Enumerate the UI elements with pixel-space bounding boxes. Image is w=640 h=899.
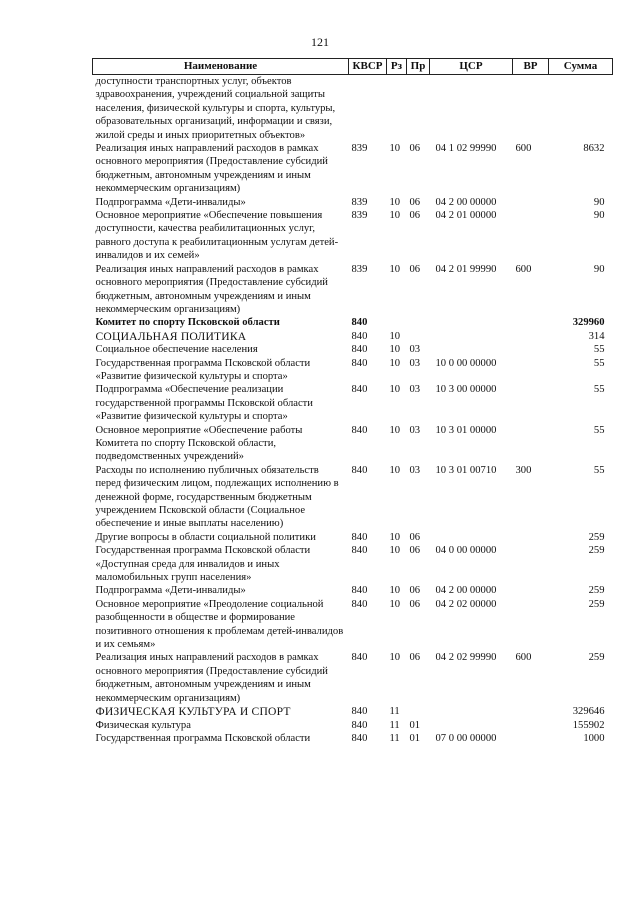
table-row (93, 424, 613, 464)
cell-kvsr (349, 75, 387, 143)
cell-name: СОЦИАЛЬНАЯ ПОЛИТИКА (95, 329, 247, 343)
cell-csr (430, 531, 513, 544)
cell-kvsr: 840 (351, 598, 368, 610)
cell-name: Социальное обеспечение населения (95, 344, 258, 356)
table-row (93, 316, 613, 329)
cell-csr: 10 3 00 00000 (435, 384, 497, 396)
table-row (93, 357, 613, 384)
cell-name: Физическая культура (95, 719, 191, 731)
cell-kvsr: 839 (351, 210, 368, 222)
cell-name: Основное мероприятие «Обеспечение работы Комитета по спорту Псковской области, подведомственных учреждений» (95, 424, 303, 463)
cell-pr: 01 (409, 719, 421, 731)
cell-pr (407, 316, 430, 329)
cell-vr (513, 343, 549, 356)
cell-name: Подпрограмма «Дети-инвалиды» (95, 196, 246, 208)
cell-pr: 03 (409, 357, 421, 369)
table-row (93, 732, 613, 745)
cell-csr (430, 705, 513, 718)
cell-vr (513, 719, 549, 732)
cell-sum: 259 (588, 545, 605, 557)
cell-sum: 90 (593, 263, 605, 275)
cell-vr (513, 531, 549, 544)
table-row (93, 196, 613, 209)
cell-kvsr: 839 (351, 196, 368, 208)
cell-csr: 10 3 01 00710 (435, 464, 497, 476)
cell-name: Комитет по спорту Псковской области (95, 317, 280, 329)
cell-csr: 04 1 02 99990 (435, 143, 497, 155)
cell-sum: 259 (588, 531, 605, 543)
cell-csr: 04 2 02 00000 (435, 598, 497, 610)
table-row (93, 330, 613, 343)
cell-rz: 10 (389, 344, 401, 356)
cell-kvsr: 840 (351, 344, 368, 356)
cell-sum: 55 (593, 424, 605, 436)
cell-rz: 10 (389, 652, 401, 664)
cell-csr: 04 2 01 99990 (435, 263, 497, 275)
cell-sum: 90 (593, 210, 605, 222)
cell-name: Подпрограмма «Обеспечение реализации государственной программы Псковской области «Развитие физической культуры и спорта» (95, 384, 313, 423)
cell-pr: 06 (409, 598, 421, 610)
cell-sum: 55 (593, 357, 605, 369)
table-row (93, 598, 613, 652)
cell-csr: 10 0 00 00000 (435, 357, 497, 369)
cell-pr: 06 (409, 263, 421, 275)
cell-name: Реализация иных направлений расходов в рамках основного мероприятия (Предоставление субсидий бюджетным, автономным учреждениям и иным некоммерческим организациям) (95, 263, 328, 315)
header-sum: Сумма (549, 59, 613, 75)
cell-kvsr: 840 (351, 330, 368, 342)
cell-sum: 55 (593, 464, 605, 476)
cell-sum: 55 (593, 344, 605, 356)
cell-name: Расходы по исполнению публичных обязательств перед физическим лицом, подлежащих исполнению в денежной форме, государственным бюджетным учреждением Псковской области (Социальное обеспечение и иные выплаты населению) (95, 464, 339, 530)
table-row (93, 544, 613, 584)
cell-kvsr: 840 (351, 585, 368, 597)
cell-rz: 11 (389, 719, 400, 731)
cell-sum: 329960 (572, 317, 605, 329)
cell-vr (513, 330, 549, 343)
cell-kvsr: 839 (351, 263, 368, 275)
table-row (93, 209, 613, 263)
cell-rz: 10 (389, 263, 401, 275)
cell-pr (407, 75, 430, 143)
cell-csr (430, 316, 513, 329)
header-vr: ВР (513, 59, 549, 75)
cell-sum: 259 (588, 585, 605, 597)
table-row (93, 651, 613, 705)
table-row (93, 142, 613, 196)
cell-rz: 10 (389, 531, 401, 543)
cell-name: доступности транспортных услуг, объектов здравоохранения, учреждений социальной защиты населения, физической культуры и спорта, культуры, образовательных организаций, информации и связи, жилой среды и иных приоритетных объектов» (95, 76, 336, 141)
table-row (93, 75, 613, 143)
header-name: Наименование (93, 59, 349, 75)
cell-rz (387, 75, 407, 143)
cell-vr (513, 732, 549, 745)
cell-vr (513, 209, 549, 263)
cell-pr: 06 (409, 210, 421, 222)
cell-rz: 10 (389, 196, 401, 208)
cell-name: Основное мероприятие «Обеспечение повышения доступности, качества реабилитационных услуг, равного доступа к реабилитационным услугам детей-инвалидов и их семей» (95, 210, 339, 262)
cell-csr: 04 2 00 00000 (435, 585, 497, 597)
cell-name: Государственная программа Псковской области (95, 732, 311, 744)
cell-csr: 10 3 01 00000 (435, 424, 497, 436)
cell-pr (407, 705, 430, 718)
cell-rz: 11 (389, 706, 400, 718)
cell-csr: 07 0 00 00000 (435, 732, 497, 744)
cell-vr (513, 383, 549, 423)
cell-sum: 1000 (583, 732, 605, 744)
cell-kvsr: 840 (351, 545, 368, 557)
cell-csr (430, 330, 513, 343)
cell-sum: 329646 (572, 706, 605, 718)
cell-vr (513, 75, 549, 143)
table-body (93, 75, 613, 746)
cell-kvsr: 840 (351, 424, 368, 436)
cell-vr (513, 584, 549, 597)
header-rz: Рз (387, 59, 407, 75)
cell-csr: 04 0 00 00000 (435, 545, 497, 557)
cell-rz: 10 (389, 357, 401, 369)
cell-rz: 10 (389, 598, 401, 610)
cell-sum (549, 75, 613, 143)
table-row (93, 263, 613, 317)
table-row (93, 343, 613, 356)
cell-kvsr: 840 (351, 464, 368, 476)
cell-csr: 04 2 00 00000 (435, 196, 497, 208)
cell-sum: 155902 (572, 719, 605, 731)
cell-csr (430, 75, 513, 143)
header-pr: Пр (407, 59, 430, 75)
cell-vr: 600 (515, 263, 532, 275)
cell-pr: 06 (409, 545, 421, 557)
cell-name: Подпрограмма «Дети-инвалиды» (95, 585, 246, 597)
cell-csr: 04 2 01 00000 (435, 210, 497, 222)
cell-vr: 300 (515, 464, 532, 476)
cell-kvsr: 840 (351, 384, 368, 396)
cell-kvsr: 840 (351, 706, 368, 718)
table-row (93, 531, 613, 544)
cell-kvsr: 840 (351, 357, 368, 369)
budget-table (92, 58, 613, 745)
table-row (93, 383, 613, 423)
cell-rz: 10 (389, 384, 401, 396)
cell-rz: 10 (389, 424, 401, 436)
cell-rz: 10 (389, 545, 401, 557)
cell-pr: 06 (409, 196, 421, 208)
cell-vr (513, 316, 549, 329)
cell-sum: 259 (588, 652, 605, 664)
cell-pr: 06 (409, 143, 421, 155)
page-number: 121 (311, 35, 329, 49)
cell-rz: 10 (389, 143, 401, 155)
cell-pr: 01 (409, 732, 421, 744)
cell-pr: 03 (409, 384, 421, 396)
cell-name: Государственная программа Псковской области «Доступная среда для инвалидов и иных маломобильных групп населения» (95, 545, 311, 584)
header-csr: ЦСР (430, 59, 513, 75)
cell-pr: 06 (409, 652, 421, 664)
cell-pr: 03 (409, 464, 421, 476)
cell-csr: 04 2 02 99990 (435, 652, 497, 664)
table-header (93, 59, 613, 75)
cell-name: Реализация иных направлений расходов в рамках основного мероприятия (Предоставление субсидий бюджетным, автономным учреждениям и иным некоммерческим организациям) (95, 652, 328, 704)
cell-name: Другие вопросы в области социальной политики (95, 531, 316, 543)
cell-rz: 11 (389, 732, 400, 744)
cell-kvsr: 839 (351, 143, 368, 155)
cell-pr: 06 (409, 585, 421, 597)
cell-vr (513, 544, 549, 584)
cell-vr (513, 424, 549, 464)
cell-rz: 10 (389, 330, 401, 342)
header-kvsr: КВСР (349, 59, 387, 75)
cell-sum: 8632 (583, 143, 605, 155)
cell-kvsr: 840 (351, 732, 368, 744)
cell-vr (513, 705, 549, 718)
cell-pr: 06 (409, 531, 421, 543)
cell-name: ФИЗИЧЕСКАЯ КУЛЬТУРА И СПОРТ (95, 705, 291, 719)
cell-vr: 600 (515, 143, 532, 155)
cell-rz: 10 (389, 210, 401, 222)
table-row (93, 719, 613, 732)
table-row (93, 584, 613, 597)
cell-vr (513, 196, 549, 209)
cell-kvsr: 840 (351, 719, 368, 731)
cell-name: Государственная программа Псковской области «Развитие физической культуры и спорта» (95, 357, 311, 382)
cell-vr: 600 (515, 652, 532, 664)
cell-rz: 10 (389, 464, 401, 476)
table-row (93, 705, 613, 718)
cell-sum: 55 (593, 384, 605, 396)
cell-pr: 03 (409, 344, 421, 356)
cell-rz (387, 316, 407, 329)
cell-vr (513, 357, 549, 384)
cell-vr (513, 598, 549, 652)
cell-pr: 03 (409, 424, 421, 436)
table-row (93, 464, 613, 531)
cell-rz: 10 (389, 585, 401, 597)
cell-sum: 314 (588, 330, 605, 342)
cell-kvsr: 840 (351, 531, 368, 543)
cell-kvsr: 840 (351, 652, 368, 664)
cell-name: Основное мероприятие «Преодоление социальной разобщенности в обществе и формирование позитивного отношения к проблемам детей-инвалидов и их семьям» (95, 598, 344, 651)
cell-sum: 259 (588, 598, 605, 610)
cell-sum: 90 (593, 196, 605, 208)
cell-kvsr: 840 (351, 317, 368, 329)
cell-pr (407, 330, 430, 343)
cell-name: Реализация иных направлений расходов в рамках основного мероприятия (Предоставление субсидий бюджетным, автономным учреждениям и иным некоммерческим организациям) (95, 143, 328, 195)
cell-csr (430, 719, 513, 732)
cell-csr (430, 343, 513, 356)
